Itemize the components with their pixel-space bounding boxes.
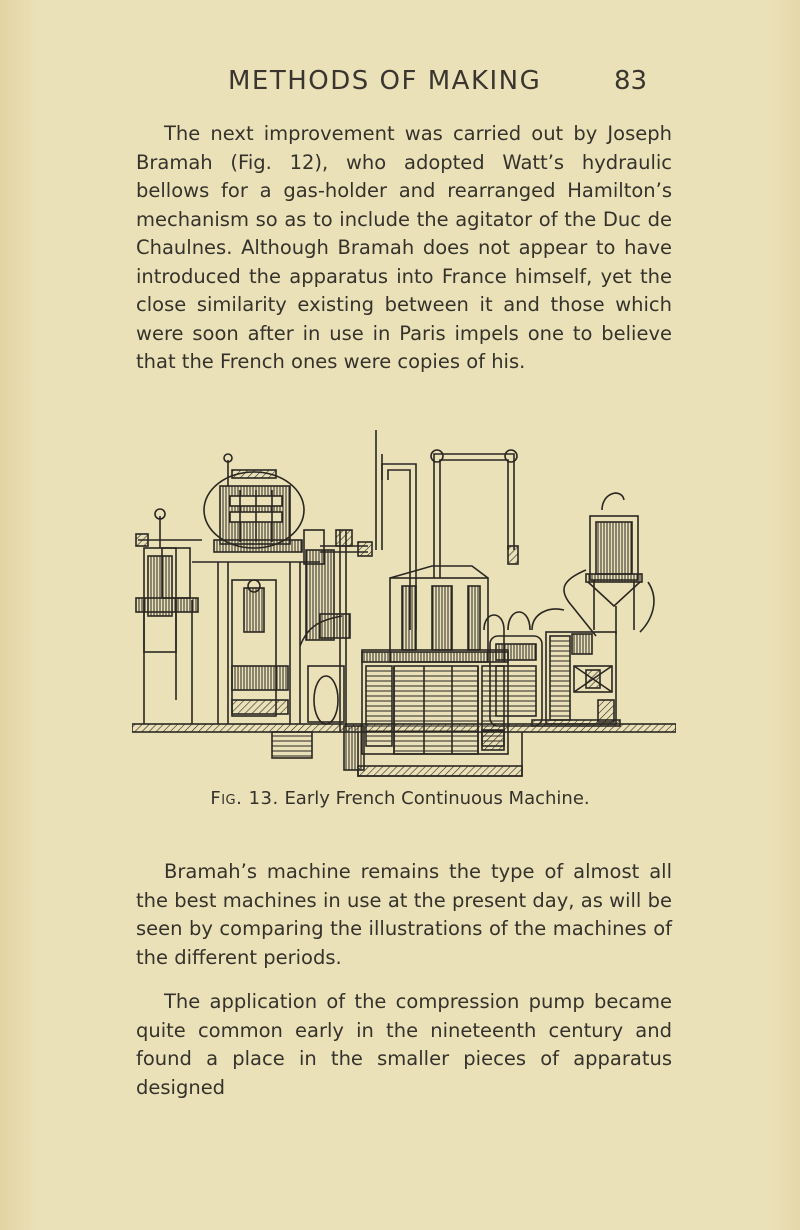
figure-label: Fig. 13. <box>210 788 279 809</box>
paragraph-1: The next improvement was carried out by Joseph Bramah (Fig. 12), who adopted Watt’s hydraulic bellows for a gas-holder and rearranged Hamilton’s mechanism so as to include the agitator of the Duc de Chaulnes. Although Bramah does not appear to have introduced the apparatus into France himself, yet the close similarity existing between it and those which were soon after in use in Paris impels one to believe that the French ones were copies of his. <box>136 122 672 373</box>
running-title: METHODS OF MAKING <box>228 66 542 96</box>
paragraph-2: Bramah’s machine remains the type of almost all the best machines in use at the present day, as will be seen by comparing the illustrations of the machines of the different periods. <box>136 860 672 969</box>
paragraph-3: The application of the compression pump became quite common early in the nineteenth century and found a place in the smaller pieces of apparatus designed <box>136 990 672 1099</box>
machine-illustration <box>132 430 676 790</box>
page-number: 83 <box>614 66 648 96</box>
running-head <box>0 66 800 106</box>
figure-caption-text: Early French Continuous Machine. <box>284 788 590 809</box>
figure-caption <box>0 788 800 809</box>
